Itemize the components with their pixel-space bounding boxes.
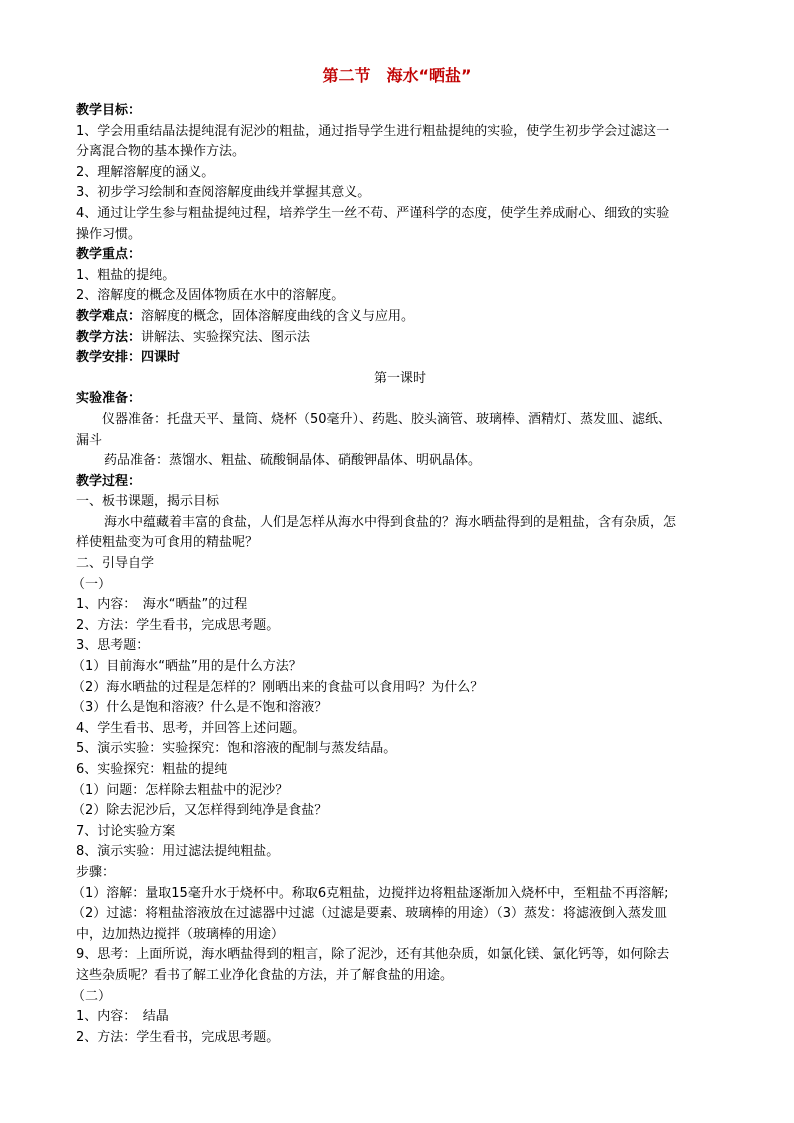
content-item: 1、内容： 结晶	[76, 1009, 169, 1025]
content-item: 1、内容： 海水“晒盐”的过程	[76, 597, 248, 613]
list-item: 7、讨论实验方案	[76, 823, 176, 839]
list-item: 8、演示实验：用过滤法提纯粗盐。	[76, 844, 280, 860]
title-topic: 海水“晒盐”	[386, 66, 472, 85]
list-item: 9、思考：上面所说，海水晒盐得到的粗言，除了泥沙，还有其他杂质，如氯化镁、氯化钙等，如何除去	[76, 947, 670, 963]
title-section: 第二节	[322, 66, 371, 85]
questions-label: 3、思考题：	[76, 638, 150, 654]
objective-line: 操作习惯。	[76, 226, 142, 242]
subsection-one: （一）	[72, 576, 112, 592]
prep-reagents: 药品准备：蒸馏水、粗盐、硫酸铜晶体、硝酸钾晶体、明矾晶体。	[104, 453, 482, 469]
part1-paragraph: 海水中蕴藏着丰富的食盐，人们是怎样从海水中得到食盐的？海水晒盐得到的是粗盐，含有杂质，怎	[104, 514, 677, 530]
part2-title: 二、引导自学	[76, 556, 155, 572]
step-item: （1）溶解：量取15毫升水于烧杯中。称取6克粗盐，边搅拌边将粗盐逐渐加入烧杯中，至粗盐不再溶解;	[72, 885, 669, 901]
document-body	[72, 101, 724, 1048]
list-item: 6、实验探究：粗盐的提纯	[76, 762, 228, 777]
schedule-label: 教学安排：	[76, 350, 142, 366]
part1-title: 一、板书课题，揭示目标	[76, 494, 220, 510]
schedule-line	[76, 348, 724, 369]
prep-instruments: 仪器准备：托盘天平、量筒、烧杯（50毫升）、药匙、胶头滴管、玻璃棒、酒精灯、蒸发皿、滤纸、	[102, 411, 672, 427]
difficulty-line	[76, 307, 724, 328]
objectives-heading: 教学目标：	[76, 103, 142, 118]
methods-text: 讲解法、实验探究法、图示法	[141, 329, 311, 345]
steps-label: 步骤：	[76, 864, 116, 880]
lesson-title: 第一课时	[373, 370, 426, 386]
schedule-text: 四课时	[141, 350, 181, 366]
prep-instruments-cont: 漏斗	[76, 432, 103, 448]
objective-line: 分离混合物的基本操作方法。	[76, 144, 246, 160]
objective-line: 2、理解溶解度的涵义。	[76, 164, 215, 180]
prep-heading: 实验准备：	[76, 391, 142, 407]
methods-line	[76, 328, 724, 349]
objective-line: 4、通过让学生参与粗盐提纯过程，培养学生一丝不苟、严谨科学的态度，使学生养成耐心、细致的实验	[76, 205, 670, 221]
process-heading: 教学过程：	[76, 473, 142, 489]
methods-label: 教学方法：	[76, 329, 142, 345]
step-item: （2）过滤：将粗盐溶液放在过滤器中过滤（过滤是要素、玻璃棒的用途）（3）蒸发：将滤液倒入蒸发皿	[72, 906, 668, 922]
difficulty-text: 溶解度的概念，固体溶解度曲线的含义与应用。	[141, 308, 415, 324]
step-item-cont: 中，边加热边搅拌（玻璃棒的用途）	[76, 926, 285, 942]
question-item: （1）目前海水“晒盐”用的是什么方法？	[72, 659, 302, 675]
objective-line: 1、学会用重结晶法提纯混有泥沙的粗盐，通过指导学生进行粗盐提纯的实验，使学生初步学会过滤这一	[76, 123, 670, 139]
question-item: （3）什么是饱和溶液？什么是不饱和溶液？	[72, 700, 328, 716]
list-item: 4、学生看书、思考，并回答上述问题。	[76, 720, 306, 736]
objective-line: 3、初步学习绘制和查阅溶解度曲线并掌握其意义。	[76, 185, 371, 201]
question-item: （2）除去泥沙后，又怎样得到纯净是食盐？	[72, 803, 328, 819]
method-item: 2、方法：学生看书，完成思考题。	[76, 1029, 280, 1045]
part1-paragraph-cont: 样使粗盐变为可食用的精盐呢？	[76, 535, 259, 551]
list-item-cont: 这些杂质呢？看书了解工业净化食盐的方法，并了解食盐的用途。	[76, 967, 454, 983]
list-item: 5、演示实验：实验探究：饱和溶液的配制与蒸发结晶。	[76, 741, 397, 757]
key-points-heading: 教学重点：	[76, 247, 142, 263]
question-item: （2）海水晒盐的过程是怎样的？刚晒出来的食盐可以食用吗？为什么？	[72, 679, 484, 695]
method-item: 2、方法：学生看书，完成思考题。	[76, 617, 280, 633]
subsection-two: （二）	[72, 988, 112, 1004]
question-item: （1）问题：怎样除去粗盐中的泥沙？	[72, 782, 289, 798]
key-point-line: 1、粗盐的提纯。	[76, 267, 176, 283]
key-point-line: 2、溶解度的概念及固体物质在水中的溶解度。	[76, 288, 345, 304]
page-title	[0, 63, 794, 86]
difficulty-label: 教学难点：	[76, 308, 142, 324]
